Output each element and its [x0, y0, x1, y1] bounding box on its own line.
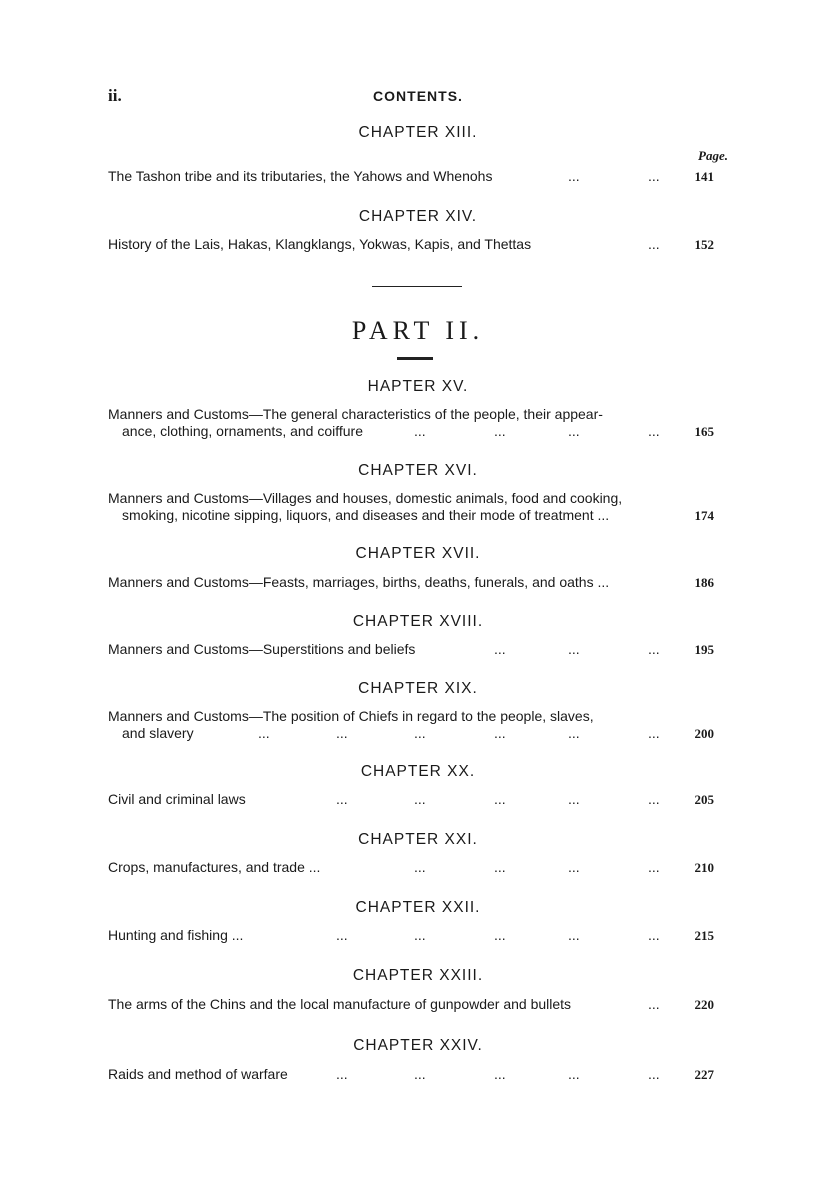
toc-entry-line: Raids and method of warfare ... ... ... ... ... 227 — [108, 1066, 714, 1082]
toc-page-number: 205 — [694, 792, 714, 807]
toc-page-number: 152 — [694, 237, 714, 252]
toc-entry-line — [108, 490, 708, 507]
toc-page-number: 141 — [694, 169, 714, 184]
chapter-heading: CHAPTER XVIII. — [352, 613, 484, 630]
toc-entry[interactable] — [108, 927, 714, 944]
toc-entry-line: Civil and criminal laws ... ... ... ... ... 205 — [108, 791, 714, 807]
running-head: CONTENTS. — [373, 88, 463, 104]
page-column-label: Page. — [698, 148, 728, 163]
toc-entry[interactable] — [108, 574, 714, 591]
toc-entry[interactable] — [108, 996, 714, 1013]
toc-page-number: 227 — [694, 1067, 714, 1082]
toc-entry-text: Manners and Customs—The general characteristics of the people, their appear- — [108, 406, 603, 422]
toc-entry[interactable] — [108, 490, 714, 524]
toc-page-number: 220 — [694, 997, 714, 1012]
toc-entry-text: Manners and Customs—Villages and houses, domestic animals, food and cooking, — [108, 490, 623, 506]
toc-entry-text: History of the Lais, Hakas, Klangklangs, Yokwas, Kapis, and Thettas — [108, 236, 532, 252]
toc-entry-text: ance, clothing, ornaments, and coiffure — [122, 423, 364, 439]
toc-page-number: 174 — [694, 508, 714, 523]
toc-page-number: 165 — [694, 424, 714, 439]
toc-entry[interactable] — [108, 791, 714, 808]
chapter-heading: HAPTER XV. — [367, 378, 469, 395]
chapter-heading: CHAPTER XXI. — [358, 831, 478, 848]
toc-entry-text: smoking, nicotine sipping, liquors, and diseases and their mode of treatment ... — [122, 507, 610, 523]
toc-entry-text: Civil and criminal laws — [108, 791, 246, 807]
chapter-heading: CHAPTER XXII. — [355, 899, 481, 916]
toc-entry-line: Crops, manufactures, and trade ... ... ... ... ... 210 — [108, 859, 714, 875]
toc-entry-line: and slavery ... ... ... ... ... ... 200 — [108, 725, 708, 742]
chapter-heading: CHAPTER XVII. — [355, 545, 481, 562]
section-divider — [372, 286, 462, 287]
chapter-heading: CHAPTER XIV. — [358, 208, 478, 225]
toc-entry-line: Manners and Customs—Superstitions and beliefs ... ... ... 195 — [108, 641, 714, 657]
toc-page-number: 210 — [694, 860, 714, 875]
page-number: ii. — [108, 86, 122, 105]
toc-entry-line — [108, 574, 714, 591]
toc-entry[interactable] — [108, 1066, 714, 1083]
toc-entry[interactable] — [108, 406, 714, 440]
toc-page-number: 215 — [694, 928, 714, 943]
chapter-heading: CHAPTER XIII. — [358, 124, 478, 141]
part-title: PART II. — [351, 316, 485, 345]
toc-entry-text: Manners and Customs—The position of Chiefs in regard to the people, slaves, — [108, 708, 594, 724]
toc-entry-line: ance, clothing, ornaments, and coiffure ... ... ... ... 165 — [108, 423, 708, 440]
toc-entry-text: Crops, manufactures, and trade ... — [108, 859, 321, 875]
toc-entry-text: Hunting and fishing ... — [108, 927, 244, 943]
toc-entry-text: The Tashon tribe and its tributaries, the Yahows and Whenohs — [108, 168, 493, 184]
toc-entry-line — [108, 507, 714, 524]
chapter-heading: CHAPTER XIX. — [358, 680, 478, 697]
chapter-heading: CHAPTER XVI. — [358, 462, 478, 479]
toc-entry-line — [108, 708, 708, 725]
chapter-heading: CHAPTER XXIV. — [353, 1037, 483, 1054]
part-underline — [397, 357, 433, 360]
toc-entry-text: Manners and Customs—Feasts, marriages, births, deaths, funerals, and oaths ... — [108, 574, 610, 590]
toc-entry-text: Manners and Customs—Superstitions and beliefs — [108, 641, 416, 657]
toc-entry[interactable] — [108, 168, 714, 185]
toc-entry[interactable] — [108, 641, 714, 658]
chapter-heading: CHAPTER XX. — [360, 763, 476, 780]
toc-entry-line: Hunting and fishing ... ... ... ... ... ... 215 — [108, 927, 714, 943]
toc-page-number: 195 — [694, 642, 714, 657]
toc-page-number: 186 — [694, 575, 714, 590]
chapter-heading: CHAPTER XXIII. — [352, 967, 484, 984]
toc-entry-line: The arms of the Chins and the local manufacture of gunpowder and bullets ... 220 — [108, 996, 714, 1012]
toc-entry-line: History of the Lais, Hakas, Klangklangs, Yokwas, Kapis, and Thettas ... 152 — [108, 236, 714, 252]
toc-entry[interactable] — [108, 236, 714, 253]
toc-entry[interactable] — [108, 859, 714, 876]
toc-entry-text: Raids and method of warfare — [108, 1066, 288, 1082]
toc-entry[interactable] — [108, 708, 714, 742]
toc-entry-text: The arms of the Chins and the local manufacture of gunpowder and bullets — [108, 996, 572, 1012]
toc-entry-line — [108, 406, 708, 423]
toc-entry-text: and slavery — [122, 725, 194, 741]
toc-entry-line: The Tashon tribe and its tributaries, the Yahows and Whenohs ... ... 141 — [108, 168, 714, 184]
toc-page-number: 200 — [694, 726, 714, 741]
